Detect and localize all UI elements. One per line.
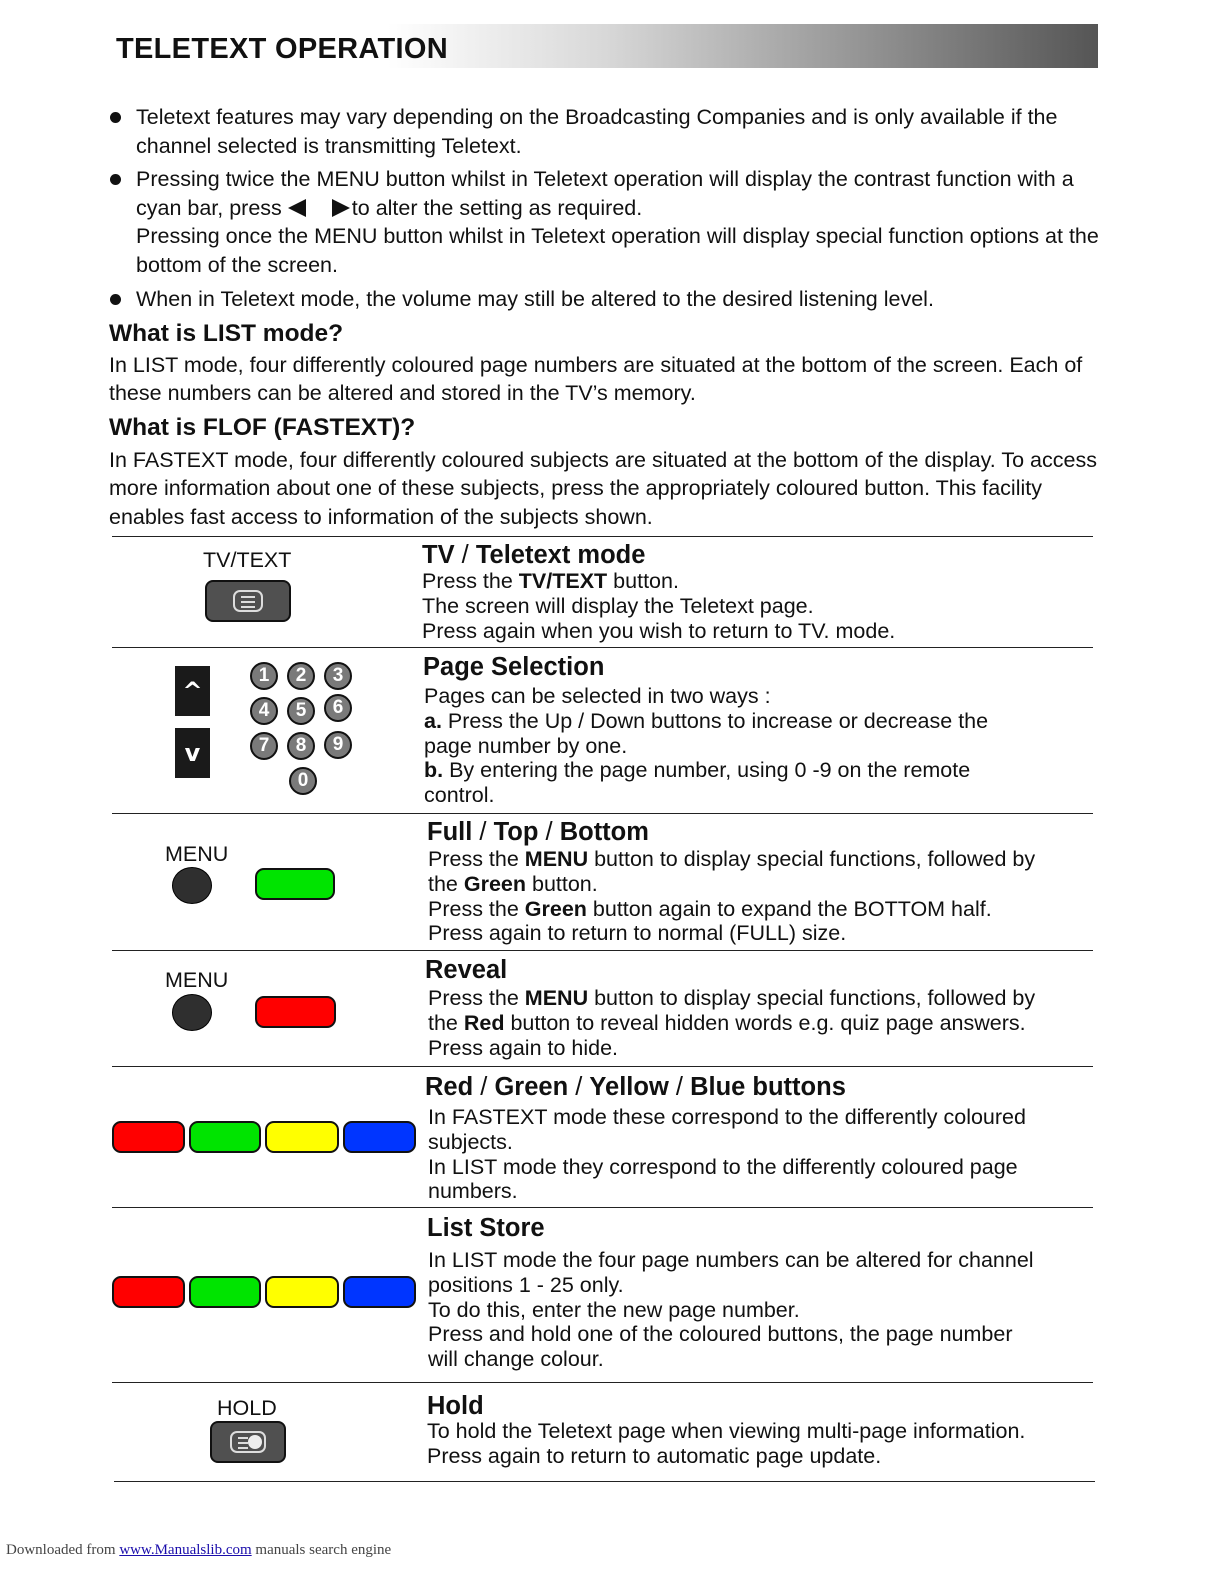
green-button[interactable]	[189, 1276, 261, 1308]
number-key-7[interactable]: 7	[250, 732, 278, 760]
number-key-3[interactable]: 3	[324, 662, 352, 690]
reveal-title: Reveal	[425, 956, 508, 984]
divider	[112, 950, 1093, 951]
title-bar	[112, 24, 1098, 68]
bullet-text: to alter the setting as required.	[351, 195, 643, 220]
teletext-icon	[233, 590, 263, 612]
tvtext-button[interactable]	[205, 580, 291, 622]
footer: Downloaded from www.Manualslib.com manuals search engine	[6, 1542, 392, 1558]
divider	[112, 647, 1093, 648]
red-button[interactable]	[112, 1276, 185, 1308]
divider	[112, 1066, 1093, 1067]
bullet-item	[108, 165, 1100, 279]
menu-button[interactable]	[172, 867, 212, 904]
yellow-button[interactable]	[265, 1276, 339, 1308]
colour-buttons-description: In FASTEXT mode these correspond to the differently coloured subjects. In LIST mode they correspond to the differently coloured page numbers.	[428, 1105, 1026, 1204]
blue-button[interactable]	[343, 1276, 416, 1308]
hold-title: Hold	[427, 1392, 484, 1420]
number-key-8[interactable]: 8	[287, 732, 315, 760]
number-key-9[interactable]: 9	[324, 731, 352, 759]
left-arrow-icon	[288, 199, 306, 217]
yellow-button[interactable]	[265, 1121, 339, 1153]
number-key-0[interactable]: 0	[289, 767, 317, 795]
divider	[112, 536, 1093, 537]
reveal-description: Press the MENU button to display special functions, followed by the Red button to reveal hidden words e.g. quiz page answers. Press again to hide.	[428, 986, 1036, 1060]
tvtext-label: TV/TEXT	[203, 548, 292, 572]
menu-label: MENU	[165, 842, 229, 866]
bullet-dot-icon	[110, 294, 121, 305]
page-down-button[interactable]: v	[175, 728, 210, 778]
page-selection-description: Pages can be selected in two ways : a. Press the Up / Down buttons to increase or decrease the page number by one. b. By entering the page number, using 0 -9 on the remote control.	[424, 684, 989, 808]
green-button[interactable]	[189, 1121, 261, 1153]
menu-label: MENU	[165, 968, 229, 992]
tvtext-title: TV / Teletext mode	[422, 541, 646, 569]
page-title: TELETEXT OPERATION	[116, 33, 448, 65]
number-key-5[interactable]: 5	[287, 697, 315, 725]
full-top-bottom-description: Press the MENU button to display special functions, followed by the Green button. Press the Green button again to expand the BOTTOM half. Press again to return to normal (FULL) size.	[428, 847, 1036, 946]
divider	[112, 813, 1093, 814]
green-button[interactable]	[255, 868, 335, 900]
number-key-2[interactable]: 2	[287, 662, 315, 690]
flof-text: In FASTEXT mode, four differently coloured subjects are situated at the bottom of the display. To access more information about one of these subjects, press the appropriately coloured button. This facility enables fast access to information of the subjects shown.	[109, 448, 1097, 529]
manualslib-link[interactable]: www.Manualslib.com	[119, 1542, 252, 1558]
hold-icon	[230, 1431, 266, 1453]
intro-bullets	[108, 103, 1100, 318]
number-key-1[interactable]: 1	[250, 662, 278, 690]
bullet-dot-icon	[110, 112, 121, 123]
tvtext-description: Press the TV/TEXT button. The screen will display the Teletext page. Press again when you wish to return to TV. mode.	[422, 569, 896, 643]
divider	[112, 1382, 1093, 1383]
bullet-text: Teletext features may vary depending on the Broadcasting Companies and is only available if the channel selected is transmitting Teletext.	[136, 105, 1058, 158]
right-arrow-icon	[332, 199, 350, 217]
page-selection-title: Page Selection	[423, 653, 605, 681]
list-mode-text: In LIST mode, four differently coloured page numbers are situated at the bottom of the screen. Each of these numbers can be altered and stored in the TV’s memory.	[109, 353, 1083, 406]
bullet-text: cyan bar, press	[136, 195, 282, 220]
number-key-4[interactable]: 4	[250, 697, 278, 725]
red-button[interactable]	[112, 1121, 185, 1153]
bullet-text: Pressing twice the MENU button whilst in Teletext operation will display the contrast function with a	[136, 167, 1074, 192]
page-up-button[interactable]: ^	[175, 666, 210, 716]
bullet-text: Pressing once the MENU button whilst in Teletext operation will display special function options at the bottom of the screen.	[136, 224, 1099, 277]
list-mode-heading: What is LIST mode?	[109, 320, 344, 347]
hold-label: HOLD	[217, 1396, 277, 1420]
hold-description: To hold the Teletext page when viewing multi-page information. Press again to return to automatic page update.	[427, 1419, 1026, 1468]
divider	[112, 1207, 1093, 1208]
red-button[interactable]	[255, 996, 336, 1028]
list-store-title: List Store	[427, 1214, 545, 1242]
bullet-item	[108, 285, 1100, 314]
list-store-description: In LIST mode the four page numbers can be altered for channel positions 1 - 25 only. To do this, enter the new page number. Press and hold one of the coloured buttons, the page number will change colour.	[428, 1248, 1034, 1372]
colour-buttons-title: Red / Green / Yellow / Blue buttons	[425, 1073, 846, 1101]
number-key-6[interactable]: 6	[324, 694, 352, 722]
hold-button[interactable]	[210, 1421, 286, 1463]
bullet-dot-icon	[110, 174, 121, 185]
bullet-text: When in Teletext mode, the volume may still be altered to the desired listening level.	[136, 286, 934, 311]
full-top-bottom-title: Full / Top / Bottom	[427, 818, 649, 846]
bullet-item	[108, 103, 1100, 160]
divider	[114, 1481, 1095, 1482]
flof-heading: What is FLOF (FASTEXT)?	[109, 414, 416, 441]
blue-button[interactable]	[343, 1121, 416, 1153]
menu-button[interactable]	[172, 994, 212, 1031]
